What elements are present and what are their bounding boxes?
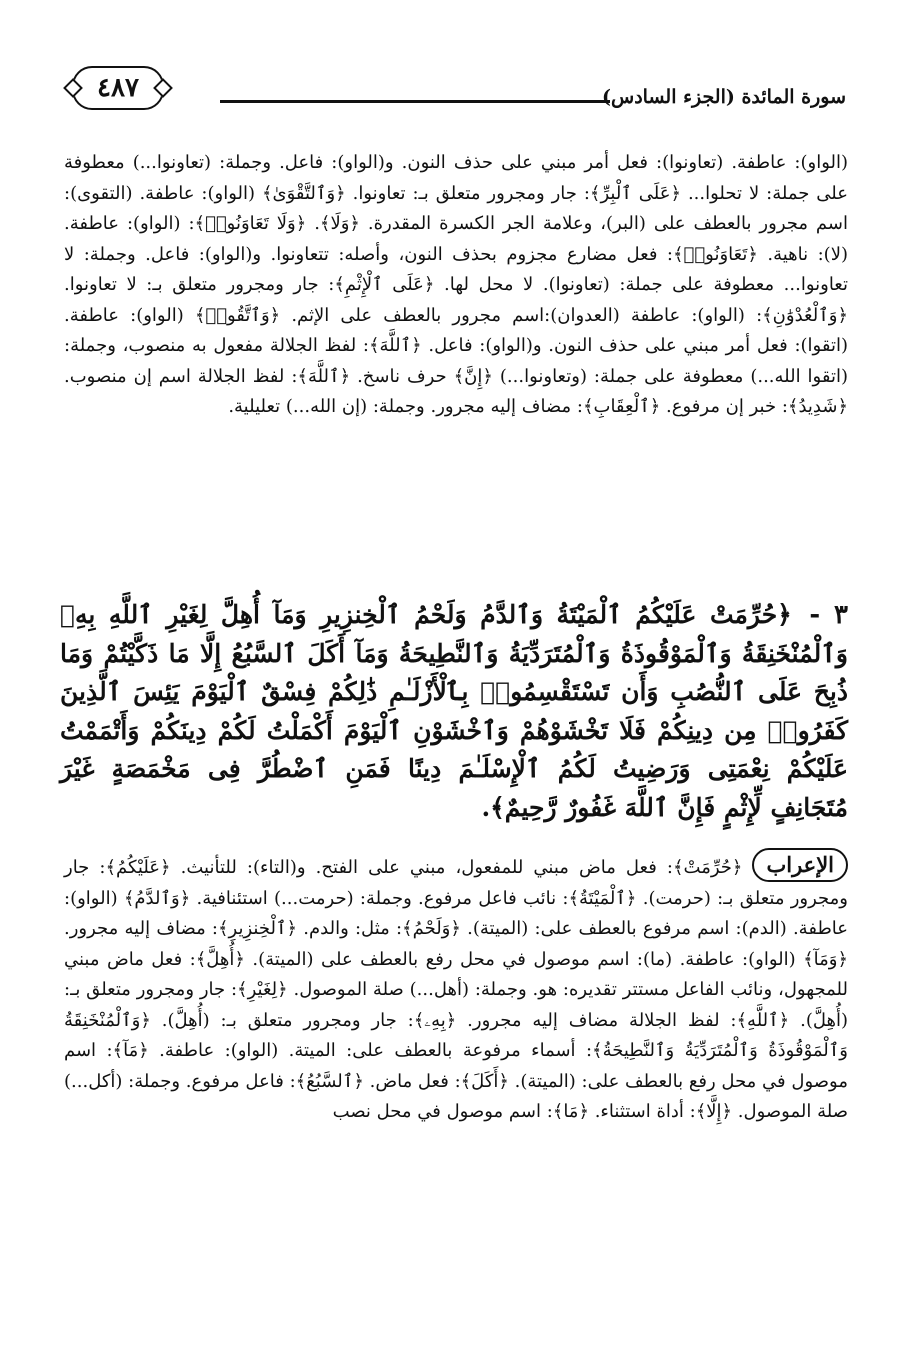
header-rule bbox=[220, 100, 610, 103]
quran-verse bbox=[60, 596, 848, 827]
irab-section bbox=[64, 848, 848, 1128]
analysis-paragraph: (الواو): عاطفة. (تعاونوا): فعل أمر مبني على حذف النون. و(الواو): فاعل. وجملة: (تعاونوا...) معطوفة على جملة: لا تحلوا... ﴿عَلَى ٱلْبِرِّ﴾: جار ومجرور متعلق بـ: تعاونوا. ﴿وَٱلتَّقْوَىٰ﴾ (الواو): عاطفة. (التقوى): اسم مجرور بالعطف على (البر)، وعلامة الجر الكسرة المقدرة. ﴿وَلَا﴾. ﴿وَلَا تَعَاوَنُوا۟﴾: (الواو): عاطفة. (لا): ناهية. ﴿تَعَاوَنُوا۟﴾: فعل مضارع مجزوم بحذف النون، وأصله: تتعاونوا. و(الواو): فاعل. وجملة: لا تعاونوا... معطوفة على جملة: (تعاونوا). لا محل لها. ﴿عَلَى ٱلْإِثْمِ﴾: جار ومجرور متعلق بـ: لا تعاونوا. ﴿وَٱلْعُدْوَٰنِ﴾: (الواو): عاطفة (العدوان):اسم مجرور بالعطف على الإثم. ﴿وَٱتَّقُوا۟﴾ (الواو): عاطفة. (اتقوا): فعل أمر مبني على حذف النون. و(الواو): فاعل. ﴿ٱللَّهَ﴾: لفظ الجلالة مفعول به منصوب، وجملة: (اتقوا الله...) معطوفة على جملة: (وتعاونوا...) ﴿إِنَّ﴾ حرف ناسخ. ﴿ٱللَّهَ﴾: لفظ الجلالة اسم إن منصوب. ﴿شَدِيدُ﴾: خبر إن مرفوع. ﴿ٱلْعِقَابِ﴾: مضاف إليه مجرور. وجملة: (إن الله...) تعليلية. bbox=[64, 152, 848, 417]
irab-text: ﴿حُرِّمَتْ﴾: فعل ماض مبني للمفعول، مبني على الفتح. و(التاء): للتأنيث. ﴿عَلَيْكُمُ﴾: جار ومجرور متعلق بـ: (حرمت). ﴿ٱلْمَيْتَةُ﴾: نائب فاعل مرفوع. وجملة: (حرمت...) استئنافية. ﴿وَٱلدَّمُ﴾ (الواو): عاطفة. (الدم): اسم مرفوع بالعطف على: (الميتة). ﴿وَلَحْمُ﴾: مثل: والدم. ﴿ٱلْخِنزِيرِ﴾: مضاف إليه مجرور. ﴿وَمَآ﴾ (الواو): عاطفة. (ما): اسم موصول في محل رفع بالعطف على (الميتة). ﴿أُهِلَّ﴾: فعل ماض مبني للمجهول، ونائب الفاعل مستتر تقديره: هو. وجملة: (أهل...) صلة الموصول. ﴿لِغَيْرِ﴾: جار ومجرور متعلق بـ: (أُهِلَّ). ﴿ٱللَّهِ﴾: لفظ الجلالة مضاف إليه مجرور. ﴿بِهِۦ﴾: جار ومجرور متعلق بـ: (أُهِلَّ). ﴿وَٱلْمُنْخَنِقَةُ وَٱلْمَوْقُوذَةُ وَٱلْمُتَرَدِّيَةُ وَٱلنَّطِيحَةُ﴾: أسماء مرفوعة بالعطف على: الميتة. (الواو): عاطفة. ﴿مَآ﴾: اسم موصول في محل رفع بالعطف على: (الميتة). ﴿أَكَلَ﴾: فعل ماض. ﴿ٱلسَّبُعُ﴾: فاعل مرفوع. وجملة: (أكل...) صلة الموصول. ﴿إِلَّا﴾: أداة استثناء. ﴿مَا﴾: اسم موصول في محل نصب bbox=[64, 857, 848, 1122]
grammar-analysis-section bbox=[64, 148, 848, 423]
running-title: سورة المائدة (الجزء السادس) bbox=[602, 86, 846, 108]
irab-paragraph bbox=[64, 848, 848, 1128]
verse-text: ﴿حُرِّمَتْ عَلَيْكُمُ ٱلْمَيْتَةُ وَٱلدَّمُ وَلَحْمُ ٱلْخِنزِيرِ وَمَآ أُهِلَّ لِغَيْرِ ٱللَّهِ بِهِۦ وَٱلْمُنْخَنِقَةُ وَٱلْمَوْقُوذَةُ وَٱلْمُتَرَدِّيَةُ وَٱلنَّطِيحَةُ وَمَآ أَكَلَ ٱلسَّبُعُ إِلَّا مَا ذَكَّيْتُمْ وَمَا ذُبِحَ عَلَى ٱلنُّصُبِ وَأَن تَسْتَقْسِمُوا۟ بِٱلْأَزْلَـٰمِ ذَٰلِكُمْ فِسْقٌ ٱلْيَوْمَ يَئِسَ ٱلَّذِينَ كَفَرُوا۟ مِن دِينِكُمْ فَلَا تَخْشَوْهُمْ وَٱخْشَوْنِ ٱلْيَوْمَ أَكْمَلْتُ لَكُمْ دِينَكُمْ وَأَتْمَمْتُ عَلَيْكُمْ نِعْمَتِى وَرَضِيتُ لَكُمُ ٱلْإِسْلَـٰمَ دِينًا فَمَنِ ٱضْطُرَّ فِى مَخْمَصَةٍ غَيْرَ مُتَجَانِفٍ لِّإِثْمٍ فَإِنَّ ٱللَّهَ غَفُورٌ رَّحِيمٌ﴾. bbox=[60, 600, 848, 822]
irab-label-badge: الإعراب bbox=[752, 848, 848, 882]
page-number: ٤٨٧ bbox=[72, 66, 164, 110]
verse-number: ٣ - bbox=[809, 600, 848, 630]
page-header bbox=[60, 60, 846, 116]
